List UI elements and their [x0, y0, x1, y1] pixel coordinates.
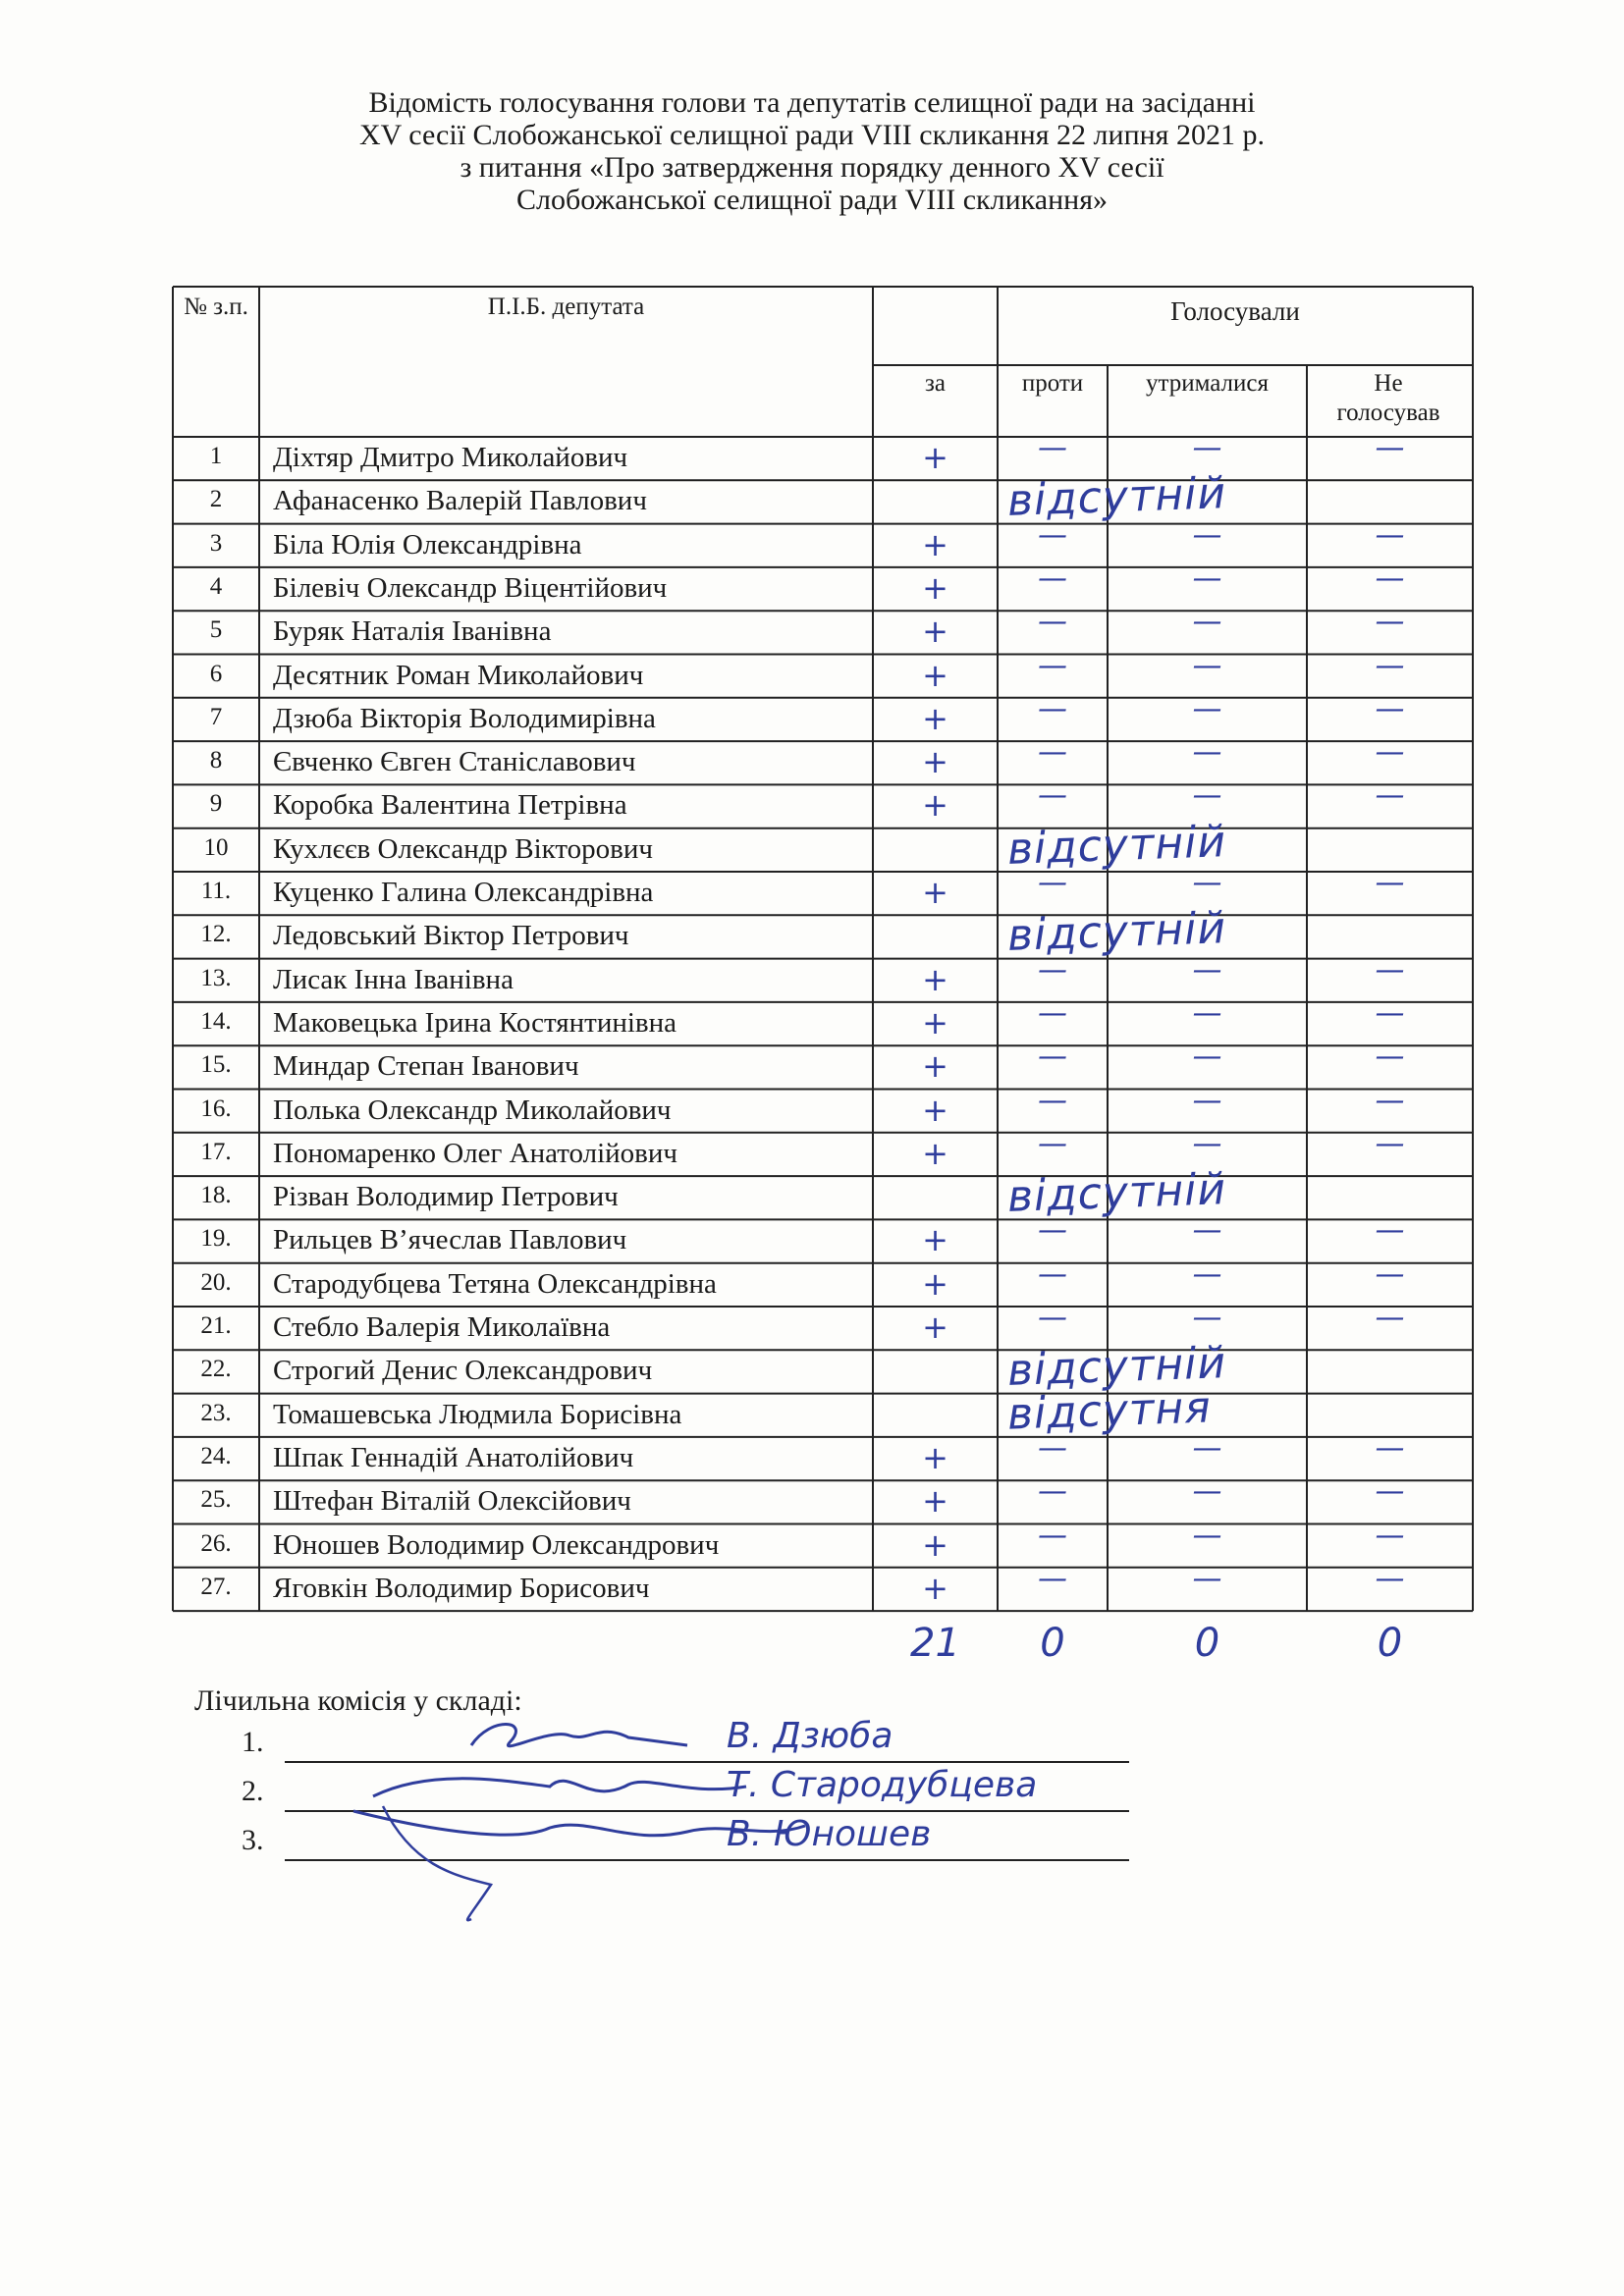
- header-not-voted-label: Не голосував: [1336, 370, 1440, 426]
- header-voted: [998, 296, 1473, 326]
- deputy-name: Афанасенко Валерій Павлович: [273, 485, 647, 517]
- deputy-name: Коробка Валентина Петрівна: [273, 789, 627, 822]
- dash-mark: —: [1192, 517, 1222, 553]
- row-number: 10: [203, 833, 229, 861]
- dash-mark: —: [1038, 691, 1067, 726]
- dash-mark: —: [1038, 1561, 1067, 1596]
- dash-mark: —: [1375, 605, 1405, 640]
- signature-line: [285, 1859, 1129, 1861]
- deputy-name: Дзюба Вікторія Володимирівна: [273, 702, 656, 734]
- deputy-name: Біла Юлія Олександрівна: [273, 528, 582, 561]
- dash-mark: —: [1192, 648, 1222, 683]
- row-number: 2: [209, 486, 223, 513]
- dash-mark: —: [1375, 561, 1405, 596]
- vote-for-mark: +: [922, 1047, 948, 1086]
- total-3: 0: [1377, 1621, 1403, 1667]
- row-number: 26.: [200, 1529, 232, 1557]
- deputy-name: Стародубцева Тетяна Олександрівна: [273, 1267, 717, 1300]
- row-number: 15.: [200, 1051, 232, 1079]
- deputy-name: Євченко Євген Станіславович: [273, 746, 636, 778]
- dash-mark: —: [1038, 1083, 1067, 1118]
- deputy-name: Яговкін Володимир Борисович: [273, 1572, 650, 1604]
- dash-mark: —: [1192, 1518, 1222, 1553]
- dash-mark: —: [1375, 691, 1405, 726]
- dash-mark: —: [1038, 1126, 1067, 1161]
- total-2: 0: [1194, 1621, 1220, 1667]
- document-title: [0, 86, 1624, 216]
- row-number: 6: [209, 660, 223, 687]
- dash-mark: —: [1038, 778, 1067, 814]
- header-name: [259, 293, 873, 322]
- commission-member-number: 3.: [242, 1824, 264, 1856]
- dash-mark: —: [1192, 691, 1222, 726]
- deputy-name: Буряк Наталія Іванівна: [273, 615, 552, 648]
- absent-mark: відсутній: [1006, 468, 1227, 527]
- vote-for-mark: +: [922, 699, 948, 737]
- absent-mark: відсутній: [1006, 1338, 1227, 1397]
- row-number: 18.: [200, 1182, 232, 1209]
- dash-mark: —: [1375, 735, 1405, 771]
- dash-mark: —: [1192, 1213, 1222, 1249]
- vote-for-mark: +: [922, 874, 948, 911]
- dash-mark: —: [1192, 735, 1222, 771]
- dash-mark: —: [1038, 1040, 1067, 1075]
- total-1: 0: [1040, 1621, 1065, 1667]
- dash-mark: —: [1038, 995, 1067, 1031]
- deputy-name: Куценко Галина Олександрівна: [273, 877, 654, 908]
- deputy-name: Рильцев В’ячеслав Павлович: [273, 1224, 627, 1256]
- row-number: 23.: [200, 1399, 232, 1426]
- commission-member-name: Т. Стародубцева: [727, 1765, 1038, 1805]
- header-number-label: № з.п.: [184, 294, 248, 320]
- row-number: 20.: [200, 1268, 232, 1296]
- dash-mark: —: [1375, 995, 1405, 1031]
- deputy-name: Діхтяр Дмитро Миколайович: [273, 442, 628, 473]
- dash-mark: —: [1192, 1083, 1222, 1118]
- title-line-2: XV сесії Слобожанської селищної ради VIII скликання 22 липня 2021 р.: [359, 119, 1265, 151]
- dash-mark: —: [1038, 431, 1067, 465]
- vote-for-mark: +: [922, 1264, 948, 1303]
- absent-mark: відсутній: [1006, 816, 1227, 875]
- dash-mark: —: [1038, 561, 1067, 596]
- dash-mark: —: [1192, 431, 1222, 465]
- row-number: 22.: [200, 1356, 232, 1383]
- dash-mark: —: [1192, 1126, 1222, 1161]
- absent-mark: відсутня: [1006, 1381, 1213, 1440]
- vote-for-mark: +: [922, 1569, 948, 1607]
- dash-mark: —: [1375, 1301, 1405, 1335]
- vote-for-mark: +: [922, 1308, 948, 1346]
- dash-mark: —: [1375, 517, 1405, 553]
- dash-mark: —: [1038, 735, 1067, 771]
- deputy-name: Штефан Віталій Олексійович: [273, 1485, 631, 1518]
- dash-mark: —: [1038, 1256, 1067, 1292]
- row-number: 11.: [200, 878, 232, 904]
- signature-1: [471, 1725, 687, 1746]
- dash-mark: —: [1375, 431, 1405, 465]
- header-against: [998, 369, 1108, 399]
- dash-mark: —: [1375, 1474, 1405, 1510]
- dash-mark: —: [1038, 866, 1067, 900]
- deputy-name: Пономаренко Олег Анатолійович: [273, 1137, 677, 1169]
- deputy-name: Десятник Роман Миколайович: [273, 659, 644, 691]
- header-abstained: [1108, 369, 1307, 399]
- commission-member-number: 1.: [242, 1726, 264, 1758]
- vote-for-mark: +: [922, 743, 948, 781]
- absent-mark: відсутній: [1006, 1164, 1227, 1222]
- vote-for-mark: +: [922, 1438, 948, 1476]
- vote-for-mark: +: [922, 786, 948, 825]
- dash-mark: —: [1375, 1518, 1405, 1553]
- dash-mark: —: [1192, 605, 1222, 640]
- header-name-label: П.І.Б. депутата: [487, 294, 645, 320]
- vote-for-mark: +: [922, 1134, 948, 1172]
- dash-mark: —: [1375, 1213, 1405, 1249]
- vote-for-mark: +: [922, 960, 948, 998]
- vote-for-mark: +: [922, 439, 948, 476]
- row-number: 17.: [200, 1138, 232, 1165]
- dash-mark: —: [1192, 866, 1222, 900]
- commission-member-name: В. Дзюба: [727, 1716, 893, 1756]
- dash-mark: —: [1375, 866, 1405, 900]
- header-for-label: за: [925, 370, 946, 397]
- dash-mark: —: [1192, 995, 1222, 1031]
- row-number: 14.: [200, 1007, 232, 1035]
- dash-mark: —: [1192, 1430, 1222, 1466]
- header-not-voted: [1321, 369, 1456, 428]
- dash-mark: —: [1375, 1083, 1405, 1118]
- row-number: 1: [209, 443, 223, 469]
- dash-mark: —: [1038, 648, 1067, 683]
- header-abstained-label: утрималися: [1145, 370, 1270, 397]
- row-number: 16.: [200, 1095, 232, 1122]
- vote-for-mark: +: [922, 1091, 948, 1129]
- deputy-name: Стебло Валерія Миколаївна: [273, 1311, 611, 1343]
- dash-mark: —: [1038, 1301, 1067, 1335]
- dash-mark: —: [1192, 1561, 1222, 1596]
- dash-mark: —: [1192, 1301, 1222, 1335]
- vote-for-mark: +: [922, 1525, 948, 1564]
- dash-mark: —: [1038, 605, 1067, 640]
- deputy-name: Миндар Степан Іванович: [273, 1050, 579, 1083]
- row-number: 21.: [200, 1312, 232, 1339]
- title-line-4: Слобожанської селищної ради VIII скликання»: [515, 184, 1109, 216]
- dash-mark: —: [1375, 1126, 1405, 1161]
- dash-mark: —: [1375, 648, 1405, 683]
- header-for: [873, 369, 998, 399]
- row-number: 5: [209, 616, 223, 644]
- deputy-name: Юношев Володимир Олександрович: [273, 1528, 720, 1561]
- commission-label: Лічильна комісія у складі:: [194, 1684, 522, 1717]
- absent-mark: відсутній: [1006, 903, 1227, 962]
- vote-for-mark: +: [922, 656, 948, 694]
- deputy-name: Полька Олександр Миколайович: [273, 1094, 672, 1126]
- deputy-name: Маковецька Ірина Костянтинівна: [273, 1006, 677, 1039]
- vote-for-mark: +: [922, 525, 948, 563]
- row-number: 7: [209, 703, 223, 730]
- dash-mark: —: [1375, 1561, 1405, 1596]
- vote-for-mark: +: [922, 568, 948, 607]
- row-number: 27.: [200, 1573, 232, 1600]
- vote-for-mark: +: [922, 1003, 948, 1041]
- header-against-label: проти: [1021, 370, 1084, 397]
- header-number: [173, 293, 259, 322]
- deputy-name: Різван Володимир Петрович: [273, 1181, 619, 1213]
- row-number: 13.: [200, 964, 232, 991]
- deputy-name: Лисак Інна Іванівна: [273, 963, 514, 995]
- row-number: 25.: [200, 1486, 232, 1514]
- vote-for-mark: +: [922, 1221, 948, 1259]
- row-number: 4: [209, 572, 223, 600]
- deputy-name: Строгий Денис Олександрович: [273, 1355, 653, 1387]
- dash-mark: —: [1375, 778, 1405, 814]
- deputy-name: Шпак Геннадій Анатолійович: [273, 1441, 634, 1473]
- signature-line: [285, 1810, 1129, 1812]
- dash-mark: —: [1375, 1256, 1405, 1292]
- header-voted-label: Голосували: [1170, 296, 1300, 326]
- row-number: 3: [209, 529, 223, 557]
- dash-mark: —: [1038, 952, 1067, 988]
- deputy-name: Томашевська Людмила Борисівна: [273, 1398, 682, 1430]
- dash-mark: —: [1192, 952, 1222, 988]
- deputy-name: Білевіч Олександр Віцентійович: [273, 571, 668, 604]
- dash-mark: —: [1192, 1256, 1222, 1292]
- dash-mark: —: [1375, 952, 1405, 988]
- dash-mark: —: [1038, 1213, 1067, 1249]
- dash-mark: —: [1192, 778, 1222, 814]
- deputy-name: Ледовський Віктор Петрович: [273, 920, 629, 952]
- dash-mark: —: [1192, 1474, 1222, 1510]
- title-line-3: з питання «Про затвердження порядку денного XV сесії: [460, 151, 1164, 184]
- signature-2: [373, 1779, 746, 1796]
- row-number: 12.: [200, 921, 232, 948]
- row-number: 9: [209, 790, 223, 818]
- dash-mark: —: [1038, 1518, 1067, 1553]
- vote-for-mark: +: [922, 613, 948, 651]
- dash-mark: —: [1375, 1040, 1405, 1075]
- deputy-name: Кухлєєв Олександр Вікторович: [273, 832, 653, 865]
- title-line-1: Відомість голосування голови та депутатів селищної ради на засіданні: [368, 86, 1256, 119]
- dash-mark: —: [1375, 1430, 1405, 1466]
- row-number: 8: [209, 747, 223, 774]
- dash-mark: —: [1038, 1430, 1067, 1466]
- signature-loop: [383, 1806, 491, 1920]
- total-0: 21: [910, 1621, 960, 1667]
- dash-mark: —: [1038, 517, 1067, 553]
- vote-for-mark: +: [922, 1482, 948, 1521]
- row-number: 19.: [200, 1225, 232, 1253]
- row-number: 24.: [200, 1442, 232, 1469]
- signature-line: [285, 1761, 1129, 1763]
- dash-mark: —: [1192, 561, 1222, 596]
- dash-mark: —: [1192, 1040, 1222, 1075]
- commission-member-name: В. Юношев: [727, 1814, 932, 1854]
- commission-member-number: 2.: [242, 1775, 264, 1807]
- dash-mark: —: [1038, 1474, 1067, 1510]
